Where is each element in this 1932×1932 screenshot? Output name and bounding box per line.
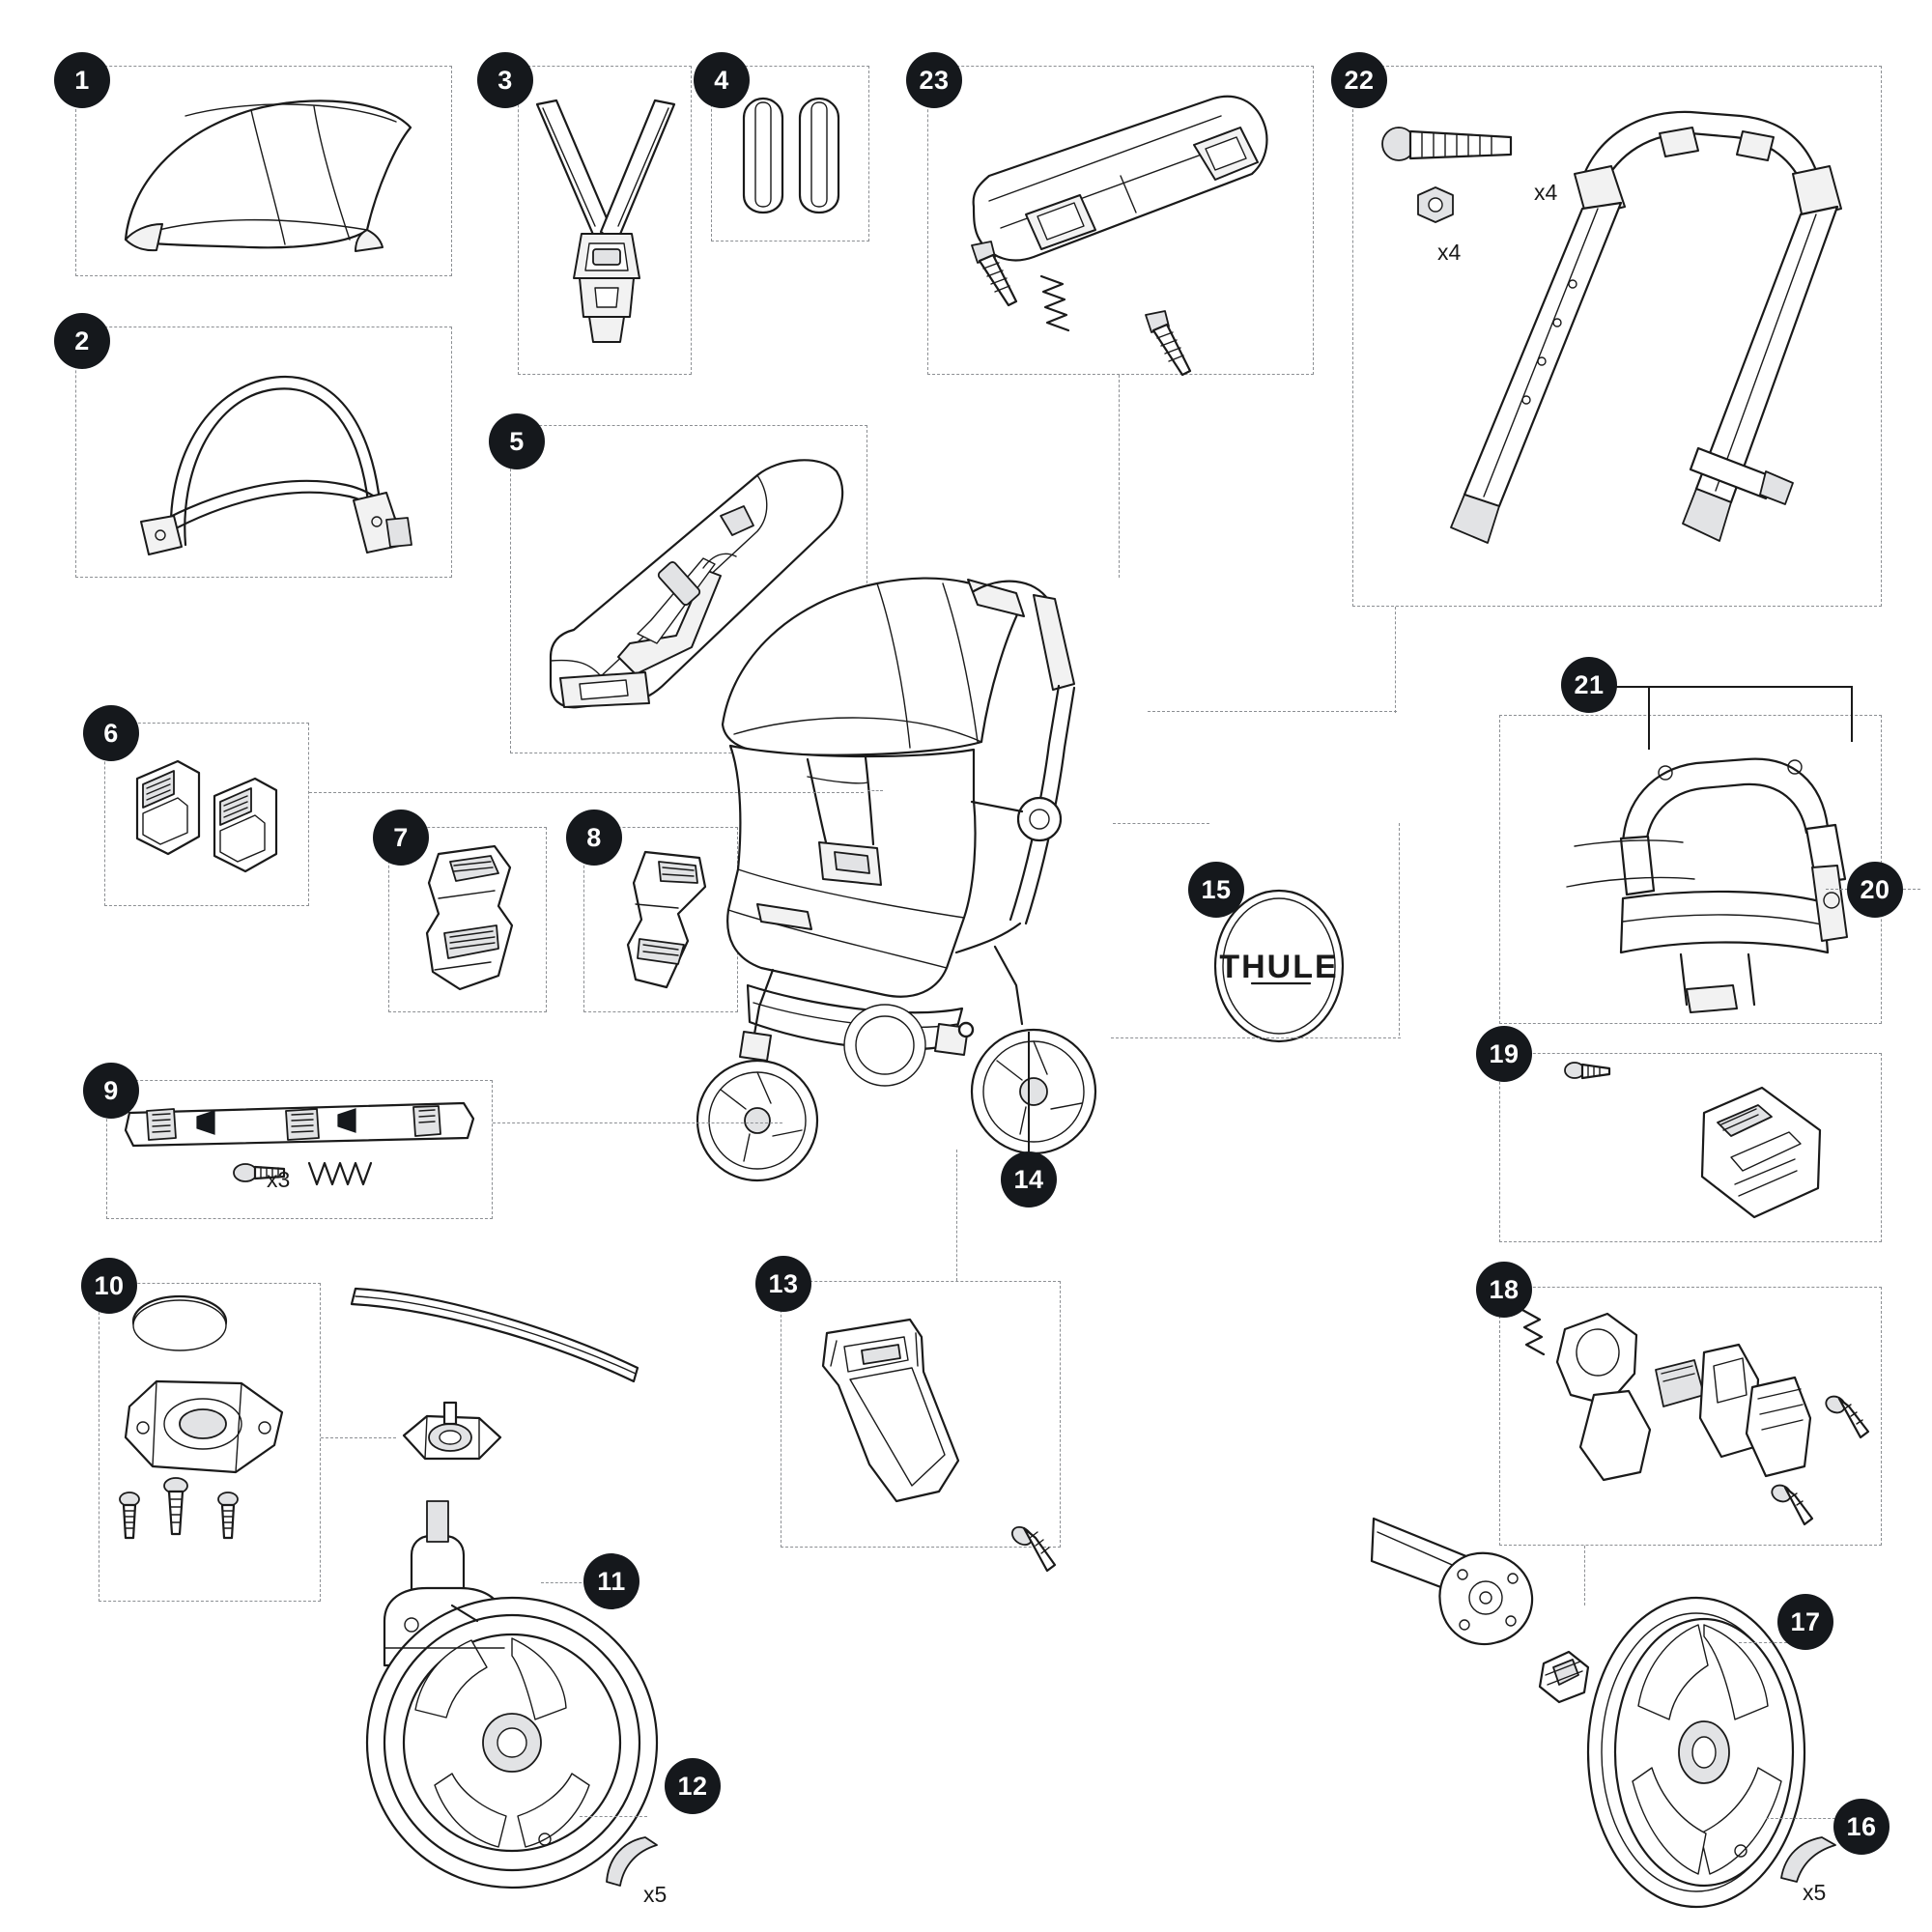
callout-19[interactable]: 19 xyxy=(1476,1026,1532,1082)
part-crotch-strap xyxy=(527,99,684,352)
callout-10[interactable]: 10 xyxy=(81,1258,137,1314)
leader-21-bracket-top xyxy=(1648,686,1853,688)
leader-22 xyxy=(1395,607,1396,713)
callout-23[interactable]: 23 xyxy=(906,52,962,108)
leader-21-bracket-left xyxy=(1648,686,1650,750)
part-swivel-housing xyxy=(114,1293,307,1544)
leader-5 xyxy=(867,790,883,791)
part-right-hinge-clip xyxy=(607,844,723,995)
leader-18 xyxy=(1584,1546,1585,1605)
callout-13[interactable]: 13 xyxy=(755,1256,811,1312)
callout-14[interactable]: 14 xyxy=(1001,1151,1057,1208)
part-23-spring xyxy=(1034,272,1092,334)
part-9-spring xyxy=(305,1159,377,1188)
part-canopy xyxy=(106,95,425,259)
part-rear-axle-tube xyxy=(1372,1507,1584,1662)
callout-21[interactable]: 21 xyxy=(1561,657,1617,713)
part-rear-latch-kit xyxy=(1515,1302,1882,1534)
callout-7[interactable]: 7 xyxy=(373,810,429,866)
callout-4[interactable]: 4 xyxy=(694,52,750,108)
callout-2[interactable]: 2 xyxy=(54,313,110,369)
leader-13 xyxy=(956,1150,957,1281)
callout-8[interactable]: 8 xyxy=(566,810,622,866)
leader-15 xyxy=(1113,823,1209,824)
callout-9[interactable]: 9 xyxy=(83,1063,139,1119)
part-rear-axle-bar xyxy=(124,1090,477,1157)
part-23-screw-a xyxy=(966,240,1026,307)
leader-6 xyxy=(309,792,864,793)
qty-22-bolt: x4 xyxy=(1534,180,1558,205)
part-left-hinge-clip xyxy=(406,844,537,995)
callout-22[interactable]: 22 xyxy=(1331,52,1387,108)
leader-14-solid xyxy=(1028,1032,1030,1167)
part-swivel-plate xyxy=(394,1399,510,1476)
qty-12: x5 xyxy=(643,1882,668,1907)
part-brake-pedal xyxy=(804,1312,1036,1524)
callout-12[interactable]: 12 xyxy=(665,1758,721,1814)
callout-3[interactable]: 3 xyxy=(477,52,533,108)
part-23-screw-b xyxy=(1140,309,1200,377)
part-13-screw xyxy=(1010,1524,1061,1575)
qty-9: x3 xyxy=(267,1167,291,1192)
leader-23 xyxy=(1119,375,1120,578)
qty-22-nut: x4 xyxy=(1437,240,1462,265)
callout-6[interactable]: 6 xyxy=(83,705,139,761)
part-front-fork-arm xyxy=(348,1275,657,1381)
part-harness-buckles xyxy=(122,740,301,895)
leader-9 xyxy=(493,1122,782,1123)
callout-20[interactable]: 20 xyxy=(1847,862,1903,918)
leader-15b xyxy=(1399,823,1400,1036)
leader-22b xyxy=(1148,711,1397,712)
leader-17 xyxy=(1739,1642,1787,1643)
callout-15[interactable]: 15 xyxy=(1188,862,1244,918)
qty-16: x5 xyxy=(1803,1880,1827,1905)
part-canopy-frame xyxy=(114,355,415,560)
callout-11[interactable]: 11 xyxy=(583,1553,639,1609)
callout-18[interactable]: 18 xyxy=(1476,1262,1532,1318)
callout-16[interactable]: 16 xyxy=(1833,1799,1889,1855)
leader-15c xyxy=(1111,1037,1401,1038)
callout-5[interactable]: 5 xyxy=(489,413,545,469)
part-19-screw xyxy=(1563,1055,1613,1094)
leader-10 xyxy=(321,1437,396,1438)
leader-16 xyxy=(1766,1818,1835,1819)
callout-1[interactable]: 1 xyxy=(54,52,110,108)
part-handlebar-frame xyxy=(1383,73,1866,595)
thule-logo-text: THULE xyxy=(1219,949,1339,985)
part-fold-release-handle xyxy=(1642,1068,1855,1233)
callout-17[interactable]: 17 xyxy=(1777,1594,1833,1650)
leader-21-bracket-right xyxy=(1851,686,1853,742)
part-handlebar-grips xyxy=(1517,723,1874,1012)
leader-12 xyxy=(580,1816,647,1817)
part-shoulder-pads xyxy=(734,97,850,216)
